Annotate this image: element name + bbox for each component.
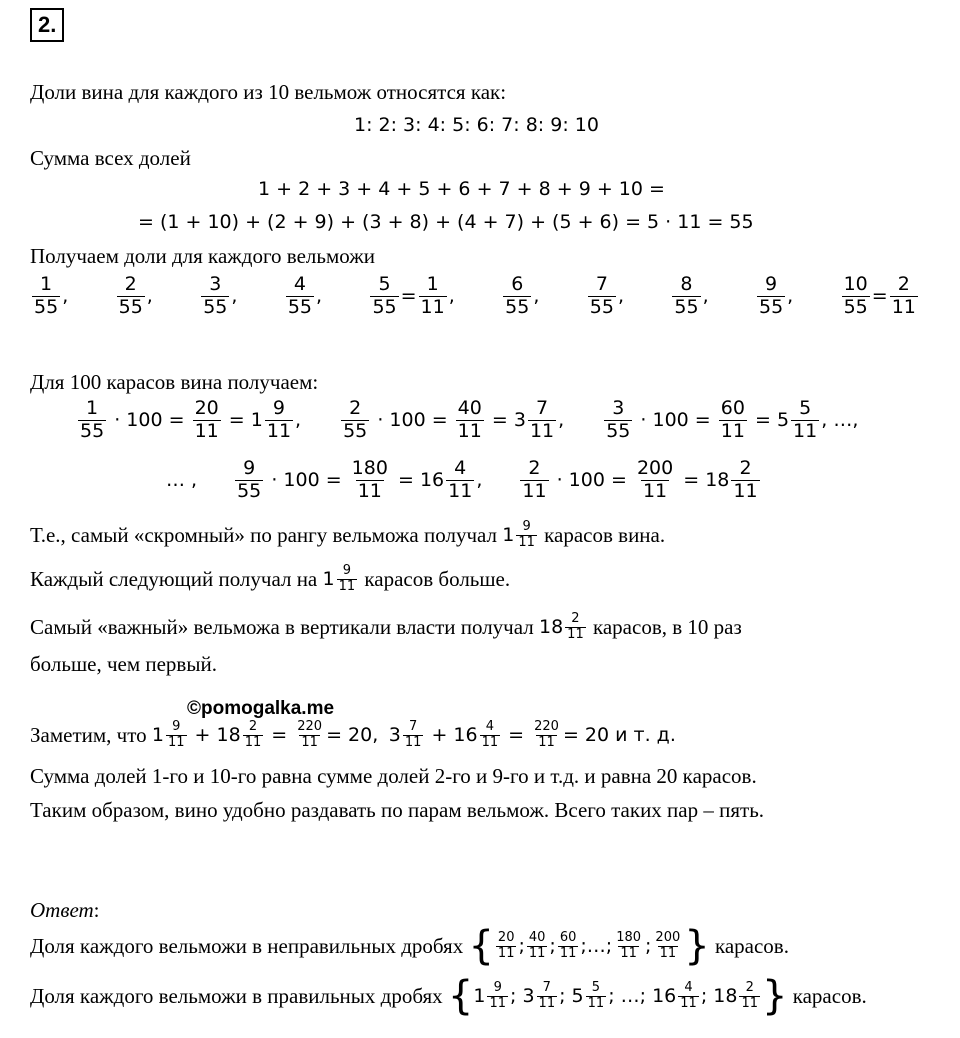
comma: , [617, 285, 624, 308]
times-100: · 100 = [371, 409, 454, 432]
calc-share [520, 458, 548, 503]
answer-label: Ответ [30, 898, 94, 922]
calc-tail: , [476, 469, 483, 492]
calc-share [78, 398, 106, 443]
calc-item [602, 398, 858, 443]
modest-after: карасов вина. [544, 522, 666, 547]
modest-statement [30, 520, 665, 551]
answer-proper-fraction-num: 4 [684, 979, 693, 995]
answer-improper-fraction-den: 11 [497, 945, 515, 961]
answer-label-line: Ответ: [30, 898, 100, 922]
pairs-text: Таким образом, вино удобно раздавать по парам вельмож. Всего таких пар – пять. [30, 798, 765, 822]
semicolon: ; [518, 935, 525, 957]
note-frac-1-den: 11 [167, 734, 185, 750]
calc-mixed-fraction-den: 11 [529, 419, 555, 442]
share-fraction [757, 274, 785, 319]
share-fraction [842, 274, 870, 319]
calc-mixed-fraction-num: 7 [536, 397, 549, 419]
improper-list [494, 931, 684, 962]
next-den: 11 [338, 578, 356, 594]
comma: , [533, 285, 540, 308]
calc-result-num: 60 [720, 397, 745, 419]
calc-share-num: 3 [612, 397, 625, 419]
answer-improper-fraction-den: 11 [559, 945, 577, 961]
shares-row [30, 274, 930, 334]
calc-item [233, 458, 482, 503]
semicolon: ; [605, 935, 613, 957]
next-fraction [337, 564, 358, 595]
calc-row-1 [76, 398, 858, 443]
calc-share-den: 55 [237, 479, 262, 502]
answer-improper-fraction [653, 931, 682, 962]
note-whole-4: 16 [453, 724, 478, 747]
answer-whole: 5 [571, 985, 584, 1007]
comma: , [62, 285, 69, 308]
share-item [586, 274, 624, 319]
share-fraction-den: 55 [287, 295, 313, 318]
note-whole-1: 1 [151, 724, 164, 747]
note-frac-3-den: 11 [404, 734, 422, 750]
equals-sign: = [748, 409, 777, 432]
ellipsis: … [620, 985, 640, 1007]
answer-improper-fraction-den: 11 [620, 945, 637, 961]
calc-whole: 3 [513, 409, 526, 432]
share-fraction-den: 55 [589, 295, 614, 318]
share-fraction [201, 274, 229, 319]
comma: , [702, 285, 709, 308]
equals-sign: = [265, 724, 294, 747]
note-whole-2: 18 [216, 724, 241, 747]
calc-result [350, 458, 390, 503]
note-frac-4 [480, 720, 501, 751]
share-fraction [117, 274, 145, 319]
share-simplified-num: 1 [426, 273, 439, 295]
calc-share [341, 398, 369, 443]
answer-improper-fraction-den: 11 [659, 945, 677, 961]
sum-formula-line1: 1 + 2 + 3 + 4 + 5 + 6 + 7 + 8 + 9 + 10 = [258, 178, 665, 200]
times-100: · 100 = [108, 409, 191, 432]
share-fraction-den: 55 [372, 295, 397, 318]
comma: , [316, 285, 323, 308]
answer-improper-fraction-num: 60 [559, 929, 577, 945]
comma: , [146, 285, 153, 308]
calc-share [235, 458, 263, 503]
calc-result-den: 11 [457, 419, 482, 442]
calc-result-den: 11 [642, 479, 668, 502]
times-100: · 100 = [265, 469, 348, 492]
note-equation [30, 720, 676, 751]
answer-proper-fraction-den: 11 [741, 995, 759, 1011]
answer-proper-fraction-den: 11 [538, 995, 556, 1011]
share-fraction [32, 274, 60, 319]
answer-proper-fraction [586, 981, 607, 1012]
share-fraction-num: 4 [293, 273, 306, 295]
calc-whole: 5 [776, 409, 790, 432]
note-result-1-value: = 20, [326, 724, 379, 747]
share-fraction [286, 274, 314, 319]
ratio-formula: 1: 2: 3: 4: 5: 6: 7: 8: 9: 10 [354, 114, 599, 136]
share-item [30, 274, 68, 319]
answer-whole: 3 [522, 985, 535, 1007]
next-num: 9 [342, 563, 352, 578]
semicolon: ; [580, 935, 587, 957]
answer-improper-fraction-den: 11 [528, 945, 546, 961]
modest-den: 11 [518, 534, 535, 550]
share-fraction-num: 7 [595, 273, 608, 295]
calc-share-den: 55 [606, 419, 631, 442]
share-item [670, 274, 708, 319]
share-fraction-den: 55 [505, 295, 530, 318]
calc-tail: , [558, 409, 565, 432]
plus-sign: + [188, 724, 217, 747]
share-item [755, 274, 793, 319]
important-before: Самый «важный» вельможа в вертикали власти получал [30, 614, 534, 639]
calc-mixed-fraction [446, 458, 474, 503]
calc-mixed-fraction-num: 5 [799, 397, 812, 419]
calc-mixed-fraction-num: 9 [272, 397, 285, 419]
calc-whole: 16 [419, 469, 445, 492]
calc-mixed-fraction [791, 398, 819, 443]
answer-proper-fraction-den: 11 [587, 995, 605, 1011]
answer-improper-fraction [527, 931, 548, 962]
proper-list [473, 981, 762, 1012]
important-statement [30, 612, 742, 643]
answer-proper-label: Доля каждого вельможи в правильных дробях [30, 983, 443, 1008]
answer-proper-fraction-num: 2 [745, 979, 754, 995]
calc-result-den: 11 [720, 419, 745, 442]
answer-whole: 1 [473, 985, 486, 1007]
answer-whole: 16 [652, 985, 677, 1007]
answer-proper-fraction-den: 11 [489, 995, 506, 1011]
calc-result [193, 398, 221, 443]
calc-result-num: 200 [636, 457, 674, 479]
semicolon: ; [510, 985, 523, 1007]
calc-tail: , …, [821, 409, 859, 432]
share-fraction [370, 274, 398, 319]
calc-share-den: 55 [80, 419, 105, 442]
note-result-1 [295, 720, 324, 751]
calc-item [76, 398, 301, 443]
share-fraction-num: 6 [511, 273, 524, 295]
share-fraction-den: 55 [118, 295, 143, 318]
sum-formula-line2: = (1 + 10) + (2 + 9) + (3 + 8) + (4 + 7) + (5 + 6) = 5 · 11 = 55 [138, 211, 754, 233]
note-frac-2 [243, 720, 264, 751]
share-fraction [503, 274, 531, 319]
equals-sign: = [871, 285, 888, 308]
calc-share-den: 55 [343, 419, 368, 442]
note-frac-4-den: 11 [481, 734, 499, 750]
calc-mixed-fraction-num: 4 [454, 457, 467, 479]
open-brace: { [468, 923, 494, 969]
answer-improper-fraction [558, 931, 579, 962]
share-simplified-den: 11 [420, 295, 445, 318]
note-result-2 [532, 720, 561, 751]
share-item [284, 274, 322, 319]
answer-improper-unit: карасов. [714, 933, 789, 958]
share-fraction-den: 55 [203, 295, 228, 318]
close-brace: } [762, 973, 788, 1019]
semicolon: ; [700, 985, 714, 1007]
important-after: карасов, в 10 раз [592, 614, 742, 639]
next-whole: 1 [322, 568, 335, 591]
open-brace: { [447, 973, 474, 1019]
note-result-1-den: 11 [301, 734, 318, 750]
note-frac-3-num: 7 [408, 719, 418, 734]
important-num: 2 [571, 611, 580, 626]
share-fraction-den: 55 [758, 295, 784, 318]
answer-improper-fraction-num: 180 [616, 929, 642, 945]
next-before: Каждый следующий получал на [30, 566, 318, 591]
answer-proper-unit: карасов. [792, 983, 867, 1008]
share-item [368, 274, 454, 319]
equals-sign: = [677, 469, 706, 492]
share-fraction-num: 2 [124, 273, 137, 295]
semicolon: ; [639, 985, 653, 1007]
calc-result [635, 458, 675, 503]
task-number: 2. [30, 8, 64, 42]
intro-text: Доли вина для каждого из 10 вельмож относятся как: [30, 80, 507, 104]
answer-improper [30, 923, 789, 969]
answer-whole: 18 [713, 985, 738, 1007]
watermark: ©pomogalka.me [187, 698, 335, 719]
share-fraction-num: 3 [209, 273, 222, 295]
semicolon: ; [608, 985, 621, 1007]
answer-proper-fraction [739, 981, 760, 1012]
next-statement [30, 564, 510, 595]
share-simplified-den: 11 [891, 295, 916, 318]
next-after: карасов больше. [364, 566, 511, 591]
modest-fraction [516, 520, 537, 551]
note-frac-2-den: 11 [244, 734, 262, 750]
calc-share-num: 1 [86, 397, 99, 419]
calc-result-num: 180 [351, 457, 388, 479]
calc-result [456, 398, 484, 443]
share-item [840, 274, 920, 319]
answer-improper-fraction-num: 20 [497, 929, 515, 945]
modest-before: Т.е., самый «скромный» по рангу вельможа получал [30, 522, 497, 547]
note-frac-1-num: 9 [172, 719, 181, 734]
share-simplified [419, 274, 447, 319]
calc-share-num: 2 [349, 397, 362, 419]
calc-whole: 1 [250, 409, 263, 432]
calc-result-den: 11 [357, 479, 382, 502]
calc-whole: 18 [705, 469, 730, 492]
answer-proper [30, 973, 867, 1019]
equals-sign: = [485, 409, 514, 432]
modest-num: 9 [522, 519, 531, 534]
answer-improper-fraction-num: 40 [528, 929, 546, 945]
answer-proper-fraction-den: 11 [680, 995, 697, 1011]
equals-sign: = [391, 469, 420, 492]
important-den: 11 [567, 626, 584, 642]
semicolon: ; [559, 985, 572, 1007]
calc-item [518, 458, 761, 503]
note-result-1-num: 220 [297, 719, 323, 734]
calc-tail: , [295, 409, 302, 432]
equals-sign: = [502, 724, 531, 747]
share-item [501, 274, 539, 319]
calc-share-den: 11 [522, 479, 547, 502]
calc-result-den: 11 [194, 419, 219, 442]
comma: , [448, 285, 455, 308]
share-simplified-num: 2 [897, 273, 910, 295]
calc-mixed-fraction [265, 398, 293, 443]
share-fraction-den: 55 [843, 295, 868, 318]
share-item [115, 274, 153, 319]
calc-mixed-fraction-num: 2 [739, 457, 752, 479]
note-whole-3: 3 [388, 724, 401, 747]
equals-sign: = [222, 409, 251, 432]
calc-item [339, 398, 564, 443]
share-fraction-den: 55 [674, 295, 699, 318]
share-fraction [672, 274, 700, 319]
important-fraction [565, 612, 586, 643]
answer-proper-fraction-num: 5 [591, 979, 601, 995]
calc-share [604, 398, 632, 443]
calc-mixed-fraction-den: 11 [266, 419, 292, 442]
calc-result [719, 398, 747, 443]
calc-share-num: 2 [528, 457, 541, 479]
answer-proper-fraction [678, 981, 699, 1012]
answer-improper-label: Доля каждого вельможи в неправильных дробях [30, 933, 464, 958]
equals-sign: = [400, 285, 417, 308]
semicolon: ; [549, 935, 556, 957]
calc-mixed-fraction-den: 11 [793, 419, 818, 442]
calc-mixed-fraction [528, 398, 556, 443]
sum-label: Сумма всех долей [30, 146, 191, 170]
calc-share-num: 9 [243, 457, 256, 479]
note-result-2-value: = 20 и т. д. [562, 724, 676, 747]
plus-sign: + [425, 724, 454, 747]
share-fraction-num: 9 [765, 273, 778, 295]
share-item [199, 274, 237, 319]
calc-result-num: 20 [194, 397, 219, 419]
note-result-2-den: 11 [538, 734, 555, 750]
answer-improper-fraction [496, 931, 517, 962]
share-fraction-num: 1 [40, 273, 53, 295]
close-brace: } [684, 923, 710, 969]
important-continuation: больше, чем первый. [30, 652, 217, 676]
share-simplified [890, 274, 918, 319]
share-fraction-num: 5 [378, 273, 391, 295]
times-100: · 100 = [634, 409, 717, 432]
note-frac-1 [166, 720, 187, 751]
modest-whole: 1 [502, 524, 515, 547]
important-whole: 18 [538, 616, 564, 639]
shares-label: Получаем доли для каждого вельможи [30, 244, 375, 268]
share-fraction-num: 8 [680, 273, 693, 295]
answer-improper-fraction-num: 200 [655, 929, 681, 945]
answer-proper-fraction [487, 981, 508, 1012]
calc-mixed-fraction-den: 11 [733, 479, 758, 502]
comma: , [787, 285, 794, 308]
calc-lead-ellipsis: … , [166, 469, 198, 492]
ellipsis: … [586, 935, 606, 957]
answer-improper-fraction [614, 931, 643, 962]
note-result-2-num: 220 [534, 719, 559, 734]
note-lead: Заметим, что [30, 722, 147, 747]
comma: , [231, 285, 238, 308]
answer-proper-fraction-num: 9 [493, 979, 502, 995]
note-frac-4-num: 4 [485, 719, 494, 734]
share-fraction-num: 10 [843, 273, 868, 295]
semicolon: ; [645, 935, 652, 957]
answer-proper-fraction [537, 981, 558, 1012]
calc-row-2 [166, 458, 762, 503]
share-fraction-den: 55 [34, 295, 59, 318]
karas-label: Для 100 карасов вина получаем: [30, 370, 319, 394]
calc-mixed-fraction [731, 458, 759, 503]
note-frac-3 [403, 720, 424, 751]
note-frac-2-num: 2 [248, 719, 258, 734]
times-100: · 100 = [550, 469, 633, 492]
share-fraction [588, 274, 616, 319]
calc-result-num: 40 [457, 397, 482, 419]
calc-mixed-fraction-den: 11 [448, 479, 473, 502]
answer-proper-fraction-num: 7 [542, 979, 551, 995]
pair-sum-text: Сумма долей 1-го и 10-го равна сумме долей 2-го и 9-го и т.д. и равна 20 карасов. [30, 764, 757, 788]
